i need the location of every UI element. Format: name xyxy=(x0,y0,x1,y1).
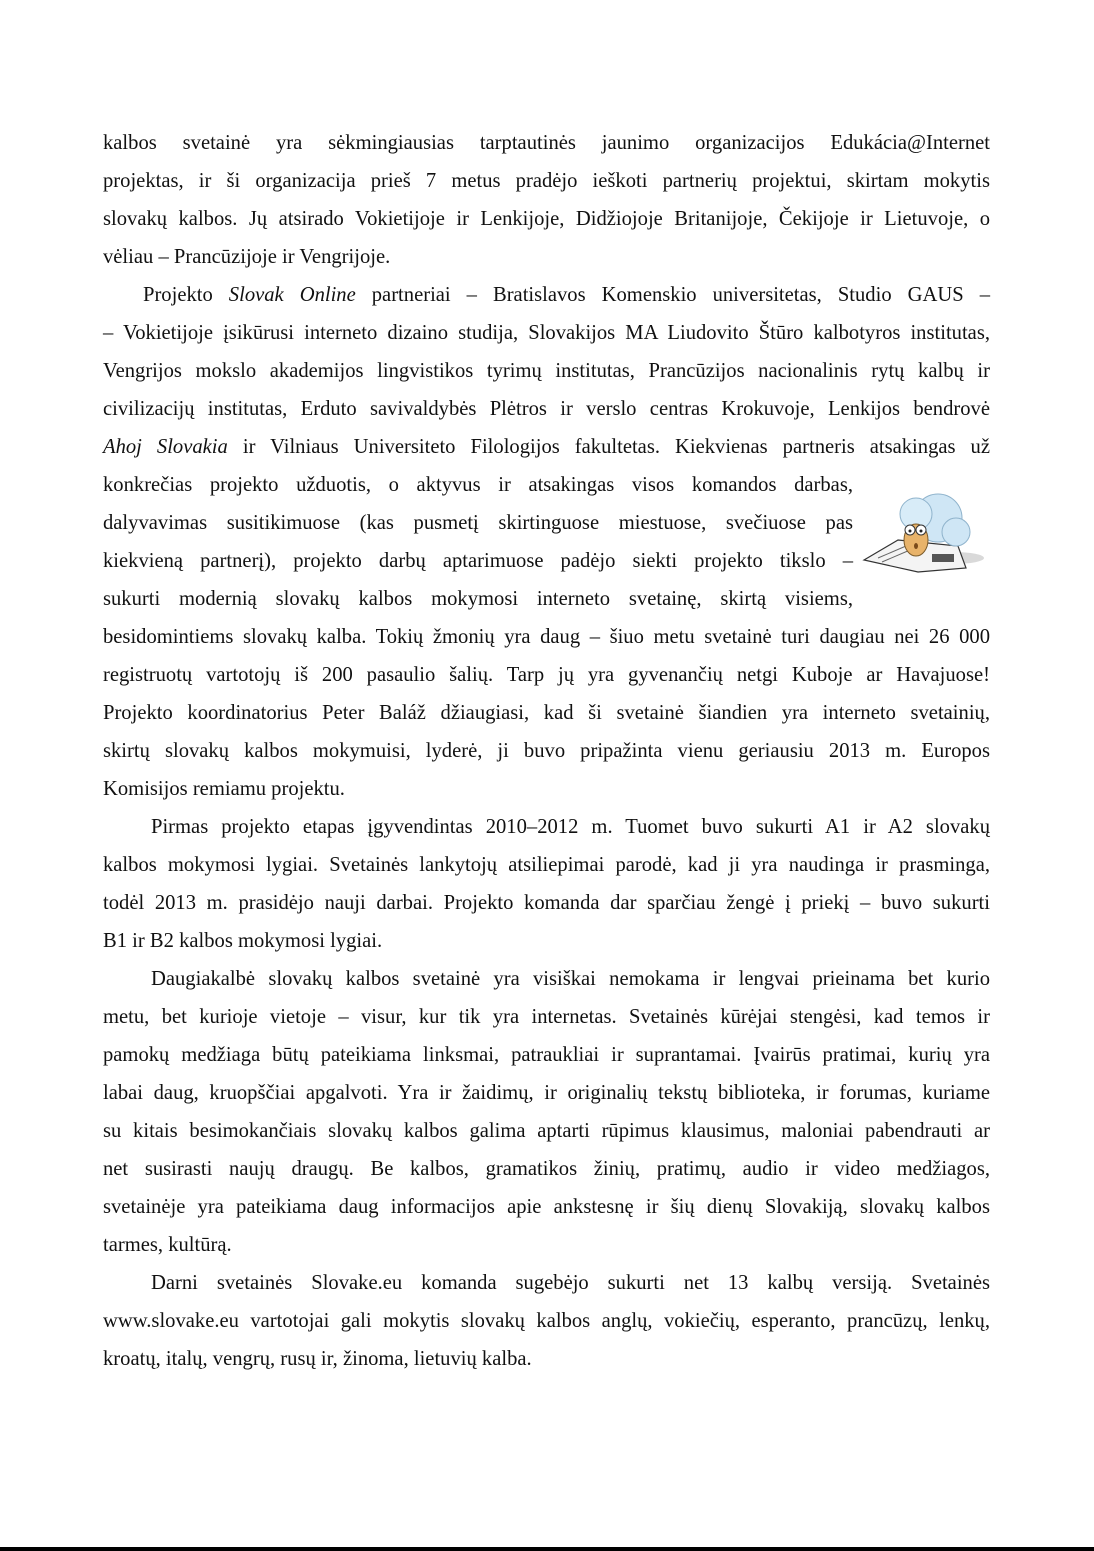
text-line: dalyvavimas susitikimuose (kas pusmetį skirtinguose miestuose, svečiuose pas xyxy=(103,512,853,534)
text-line: civilizacijų institutas, Erduto savivaldybės Plėtros ir verslo centras Krokuvoje, Lenkijos bendrovė xyxy=(103,398,990,420)
text-line: kalbos mokymosi lygiai. Svetainės lankytojų atsiliepimai parodė, kad ji yra naudinga ir prasminga, xyxy=(103,854,990,876)
eye xyxy=(920,530,923,533)
text-line: labai daug, kruopščiai apgalvoti. Yra ir žaidimų, ir originalių tekstų biblioteka, ir forumas, kuriame xyxy=(103,1082,990,1104)
text-run: ir Vilniaus Universiteto Filologijos fakultetas. Kiekvienas partneris atsakingas už xyxy=(227,436,990,458)
text-line: kalbos svetainė yra sėkmingiausias tarptautinės jaunimo organizacijos Edukácia@Internet xyxy=(103,132,990,154)
sheep-reading-newspaper-icon xyxy=(858,488,986,576)
newspaper-photo xyxy=(932,554,954,562)
text-line: – Vokietijoje įsikūrusi interneto dizaino studija, Slovakijos MA Liudovito Štūro kalbotyros institutas, xyxy=(103,322,990,344)
text-line: Vengrijos mokslo akademijos lingvistikos tyrimų institutas, Prancūzijos nacionalinis rytų kalbų ir xyxy=(103,360,990,382)
text-line: Daugiakalbė slovakų kalbos svetainė yra visiškai nemokama ir lengvai prieinama bet kurio xyxy=(151,968,990,990)
text-line: sukurti modernią slovakų kalbos mokymosi interneto svetainę, skirtą visiems, xyxy=(103,588,853,610)
text-line xyxy=(103,428,990,466)
text-line: slovakų kalbos. Jų atsirado Vokietijoje ir Lenkijoje, Didžiojoje Britanijoje, Čekijoje ir Lietuvoje, o xyxy=(103,208,990,230)
italic-company-name: Ahoj Slovakia xyxy=(103,436,228,458)
text-line: www.slovake.eu vartotojai gali mokytis slovakų kalbos anglų, vokiečių, esperanto, prancūzų, lenkų, xyxy=(103,1310,990,1332)
eye xyxy=(909,530,912,533)
paragraph-3 xyxy=(103,808,990,960)
text-line: Darni svetainės Slovake.eu komanda sugebėjo sukurti net 13 kalbų versiją. Svetainės xyxy=(151,1272,990,1294)
text-line: skirtų slovakų kalbos mokymuisi, lyderė, ji buvo pripažinta vienu geriausiu 2013 m. Europos xyxy=(103,740,990,762)
text-line: todėl 2013 m. prasidėjo nauji darbai. Projekto komanda dar sparčiau žengė į priekį – buvo sukurti xyxy=(103,892,990,914)
text-line: su kitais besimokančiais slovakų kalbos galima aptarti rūpimus klausimus, maloniai pabendrauti ar xyxy=(103,1120,990,1142)
text-line: tarmes, kultūrą. xyxy=(103,1234,232,1256)
text-line: pamokų medžiaga būtų pateikiama linksmai, patraukliai ir suprantamai. Įvairūs pratimai, kurių yra xyxy=(103,1044,990,1066)
text-line: vėliau – Prancūzijoje ir Vengrijoje. xyxy=(103,246,391,268)
paragraph-1 xyxy=(103,124,990,276)
text-line: B1 ir B2 kalbos mokymosi lygiai. xyxy=(103,930,383,952)
text-line: registruotų vartotojų iš 200 pasaulio šalių. Tarp jų yra gyvenančių netgi Kuboje ar Havajuose! xyxy=(103,664,990,686)
text-line: metu, bet kurioje vietoje – visur, kur tik yra internetas. Svetainės kūrėjai stengėsi, kad temos ir xyxy=(103,1006,990,1028)
text-line: konkrečias projekto užduotis, o aktyvus ir atsakingas visos komandos darbas, xyxy=(103,474,853,496)
text-line: svetainėje yra pateikiama daug informacijos apie ankstesnę ir šių dienų Slovakiją, slovakų kalbos xyxy=(103,1196,990,1218)
text-run: partneriai – Bratislavos Komenskio universitetas, Studio GAUS – xyxy=(355,284,990,306)
italic-project-name: Slovak Online xyxy=(228,284,356,306)
text-line: Komisijos remiamu projektu. xyxy=(103,778,345,800)
text-line: Pirmas projekto etapas įgyvendintas 2010–2012 m. Tuomet buvo sukurti A1 ir A2 slovakų xyxy=(151,816,990,838)
text-line xyxy=(103,276,990,314)
text-line: kroatų, italų, vengrų, rusų ir, žinoma, lietuvių kalba. xyxy=(103,1348,532,1370)
text-line: projektas, ir ši organizacija prieš 7 metus pradėjo ieškoti partnerių projektui, skirtam mokytis xyxy=(103,170,990,192)
text-line: besidomintiems slovakų kalba. Tokių žmonių yra daug – šiuo metu svetainė turi daugiau nei 26 000 xyxy=(103,626,990,648)
text-line: kiekvieną partnerį), projekto darbų aptarimuose padėjo siekti projekto tikslo – xyxy=(103,550,853,572)
paragraph-2 xyxy=(103,276,990,808)
sheep-illustration xyxy=(858,488,986,576)
document-page xyxy=(103,124,990,1378)
text-run: Projekto xyxy=(143,284,229,306)
text-line: net susirasti naujų draugų. Be kalbos, gramatikos žinių, pratimų, audio ir video medžiagos, xyxy=(103,1158,990,1180)
text-line: Projekto koordinatorius Peter Baláž džiaugiasi, kad ši svetainė šiandien yra interneto svetainių, xyxy=(103,702,990,724)
paragraph-5 xyxy=(103,1264,990,1378)
mouth xyxy=(914,543,918,549)
page-bottom-border xyxy=(0,1547,1094,1551)
wool-shape xyxy=(942,518,970,546)
paragraph-4 xyxy=(103,960,990,1264)
